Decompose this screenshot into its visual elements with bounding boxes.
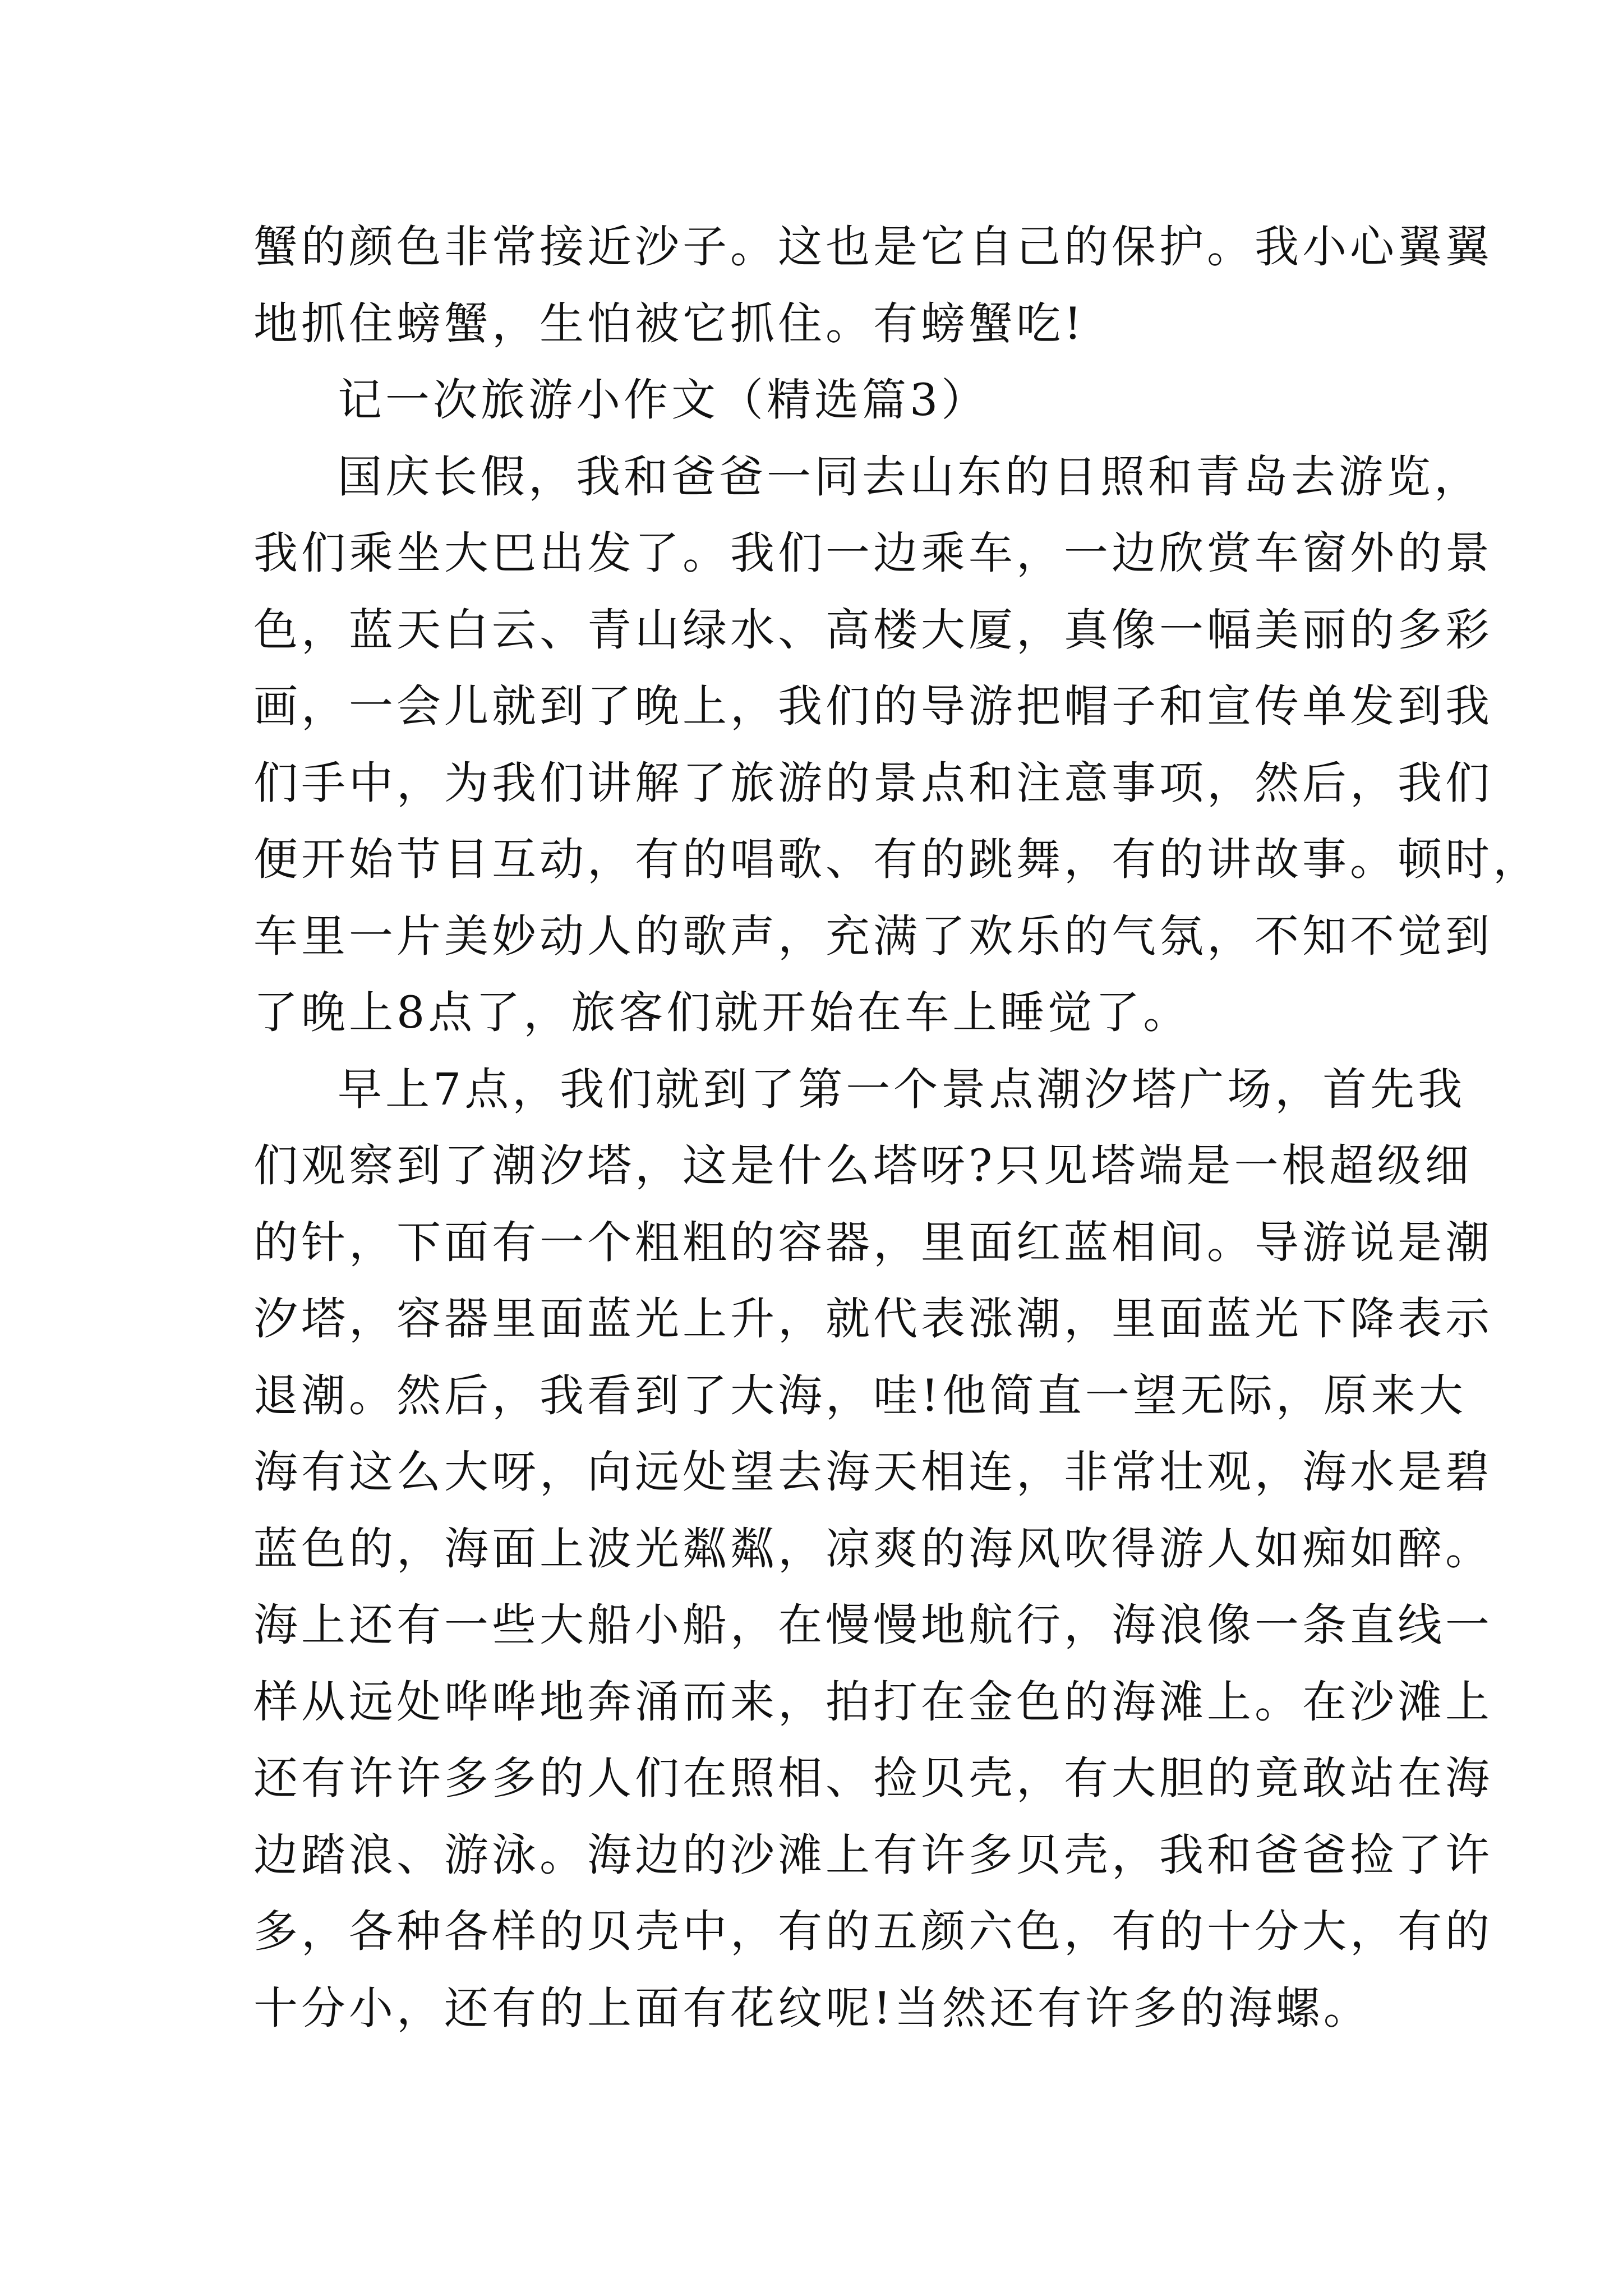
text-line: 退潮。然后，我看到了大海，哇!他简直一望无际，原来大 — [253, 1369, 1467, 1421]
text-line: 们观察到了潮汐塔，这是什么塔呀?只见塔端是一根超级细 — [253, 1140, 1473, 1191]
text-line: 们手中，为我们讲解了旅游的景点和注意事项，然后，我们 — [253, 757, 1493, 809]
text-line: 海上还有一些大船小船，在慢慢地航行，海浪像一条直线一 — [253, 1599, 1493, 1651]
text-line: 画，一会儿就到了晚上，我们的导游把帽子和宣传单发到我 — [253, 680, 1493, 732]
text-line: 边踏浪、游泳。海边的沙滩上有许多贝壳，我和爸爸捡了许 — [253, 1829, 1493, 1881]
text-line: 多，各种各样的贝壳中，有的五颜六色，有的十分大，有的 — [253, 1906, 1493, 1957]
paragraph-start-line: 早上7点，我们就到了第一个景点潮汐塔广场，首先我 — [338, 1063, 1466, 1115]
section-heading: 记一次旅游小作文（精选篇3） — [338, 374, 989, 426]
text-line: 地抓住螃蟹，生怕被它抓住。有螃蟹吃! — [253, 297, 1085, 349]
body-text — [253, 209, 1541, 2046]
text-line: 我们乘坐大巴出发了。我们一边乘车，一边欣赏车窗外的景 — [253, 527, 1493, 579]
text-line: 十分小，还有的上面有花纹呢!当然还有许多的海螺。 — [253, 1982, 1371, 2034]
text-line: 海有这么大呀，向远处望去海天相连，非常壮观，海水是碧 — [253, 1446, 1493, 1498]
text-line: 蟹的颜色非常接近沙子。这也是它自己的保护。我小心翼翼 — [253, 221, 1493, 273]
text-line: 样从远处哗哗地奔涌而来，拍打在金色的海滩上。在沙滩上 — [253, 1676, 1493, 1728]
text-line: 的针，下面有一个粗粗的容器，里面红蓝相间。导游说是潮 — [253, 1216, 1493, 1268]
text-line: 汐塔，容器里面蓝光上升，就代表涨潮，里面蓝光下降表示 — [253, 1293, 1493, 1345]
text-line: 还有许许多多的人们在照相、捡贝壳，有大胆的竟敢站在海 — [253, 1752, 1493, 1804]
text-line: 了晚上8点了，旅客们就开始在车上睡觉了。 — [253, 987, 1191, 1038]
text-line: 色，蓝天白云、青山绿水、高楼大厦，真像一幅美丽的多彩 — [253, 604, 1493, 656]
text-line: 车里一片美妙动人的歌声，充满了欢乐的气氛，不知不觉到 — [253, 910, 1493, 962]
text-line: 便开始节目互动，有的唱歌、有的跳舞，有的讲故事。顿时， — [253, 834, 1541, 885]
paragraph-start-line: 国庆长假，我和爸爸一同去山东的日照和青岛去游览， — [338, 450, 1482, 503]
text-line: 蓝色的，海面上波光粼粼，凉爽的海风吹得游人如痴如醉。 — [253, 1522, 1493, 1575]
